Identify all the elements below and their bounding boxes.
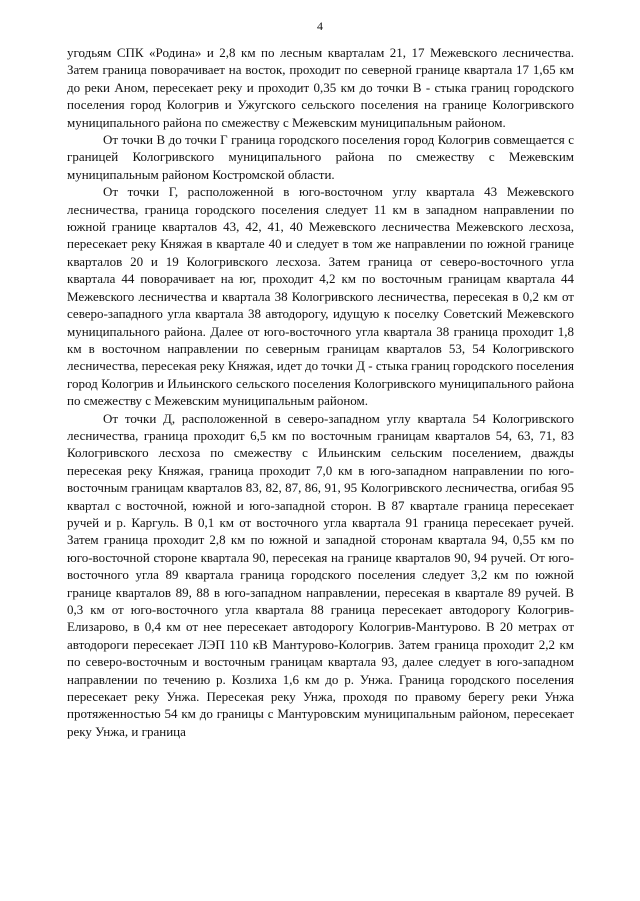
paragraph-point-v-to-g: От точки В до точки Г граница городского поселения город Кологрив совмещается с границей Кологривского муниципального района по смежеству с Межевским муниципальным районом Костромской области. bbox=[67, 132, 574, 182]
page-number: 4 bbox=[317, 19, 323, 33]
paragraph-continuation: угодьям СПК «Родина» и 2,8 км по лесным кварталам 21, 17 Межевского лесничества. Затем граница поворачивает на восток, проходит по северной границе квартала 17 1,65 км до реки Аном, пересекает реку и проходит 0,35 км до точки В - стыка границ городского поселения город Кологрив и Ужугского сельского поселения на границе Кологривского муниципального района по смежеству с Межевским муниципальным районом. bbox=[67, 45, 574, 130]
paragraph-point-g: От точки Г, расположенной в юго-восточном углу квартала 43 Межевского лесничества, граница городского поселения следует 11 км в западном направлении по южной границе кварталов 43, 42, 41, 40 Межевского лесничества Межевского лесхоза, пересекает реку Княжая в квартале 40 и следует в том же направлении по южной границе кварталов 20 и 19 Кологривского лесхоза. Затем граница от северо-восточного угла квартала 44 поворачивает на юг, проходит 4,2 км по восточным границам квартала 44 Межевского лесничества и квартала 38 Кологривского лесничества, пересекая в 0,2 км от северо-западного угла квартала 38 автодорогу, идущую к поселку Советский Межевского муниципального района. Далее от юго-восточного угла квартала 38 граница проходит 1,8 км в восточном направлении по северным границам кварталов 53, 54 Кологривского лесничества, пересекая реку Княжая, идет до точки Д - стыка границ городского поселения город Кологрив и Ильинского сельского поселения Кологривского муниципального района по смежеству с Межевским муниципальным районом. bbox=[67, 184, 574, 409]
document-body bbox=[67, 44, 574, 740]
paragraph-point-d: От точки Д, расположенной в северо-западном углу квартала 54 Кологривского лесничества, граница проходит 6,5 км по восточным границам кварталов 54, 63, 71, 83 Кологривского лесхоза по смежеству с Ильинским сельским поселением, дважды пересекая реку Княжая, граница проходит 7,0 км в юго-западном направлении по юго-восточным границам кварталов 83, 82, 87, 86, 91, 95 Кологривского лесничества, огибая 95 квартал с восточной, южной и юго-западной сторон. В 87 квартале граница пересекает ручей и р. Каргуль. В 0,1 км от восточного угла квартала 91 граница пересекает ручей. Затем граница проходит 2,8 км по южной и западной сторонам квартала 94, 0,55 км по юго-восточной стороне квартала 90, пересекая на границе кварталов 90, 94 ручей. От юго-восточного угла 89 квартала граница городского поселения следует 3,2 км по южной границе кварталов 89, 88 в юго-западном направлении, пересекая в квартале 89 ручей. В 0,3 км от юго-восточного угла квартала 88 граница пересекает автодорогу Кологрив-Елизарово, в 0,4 км от нее пересекает автодорогу Кологрив-Мантурово. В 20 метрах от автодороги пересекает ЛЭП 110 кВ Мантурово-Кологрив. Затем граница проходит 2,2 км по северо-восточным и восточным границам квартала 93, далее следует в юго-западном направлении по течению р. Козлиха 1,6 км до р. Унжа. Граница городского поселения пересекает реку Унжа. Пересекая реку Унжа, проходя по правому берегу реки Унжа протяженностью 54 км до границы с Мантуровским муниципальным районом, пересекает реку Унжа, и граница bbox=[67, 410, 574, 739]
